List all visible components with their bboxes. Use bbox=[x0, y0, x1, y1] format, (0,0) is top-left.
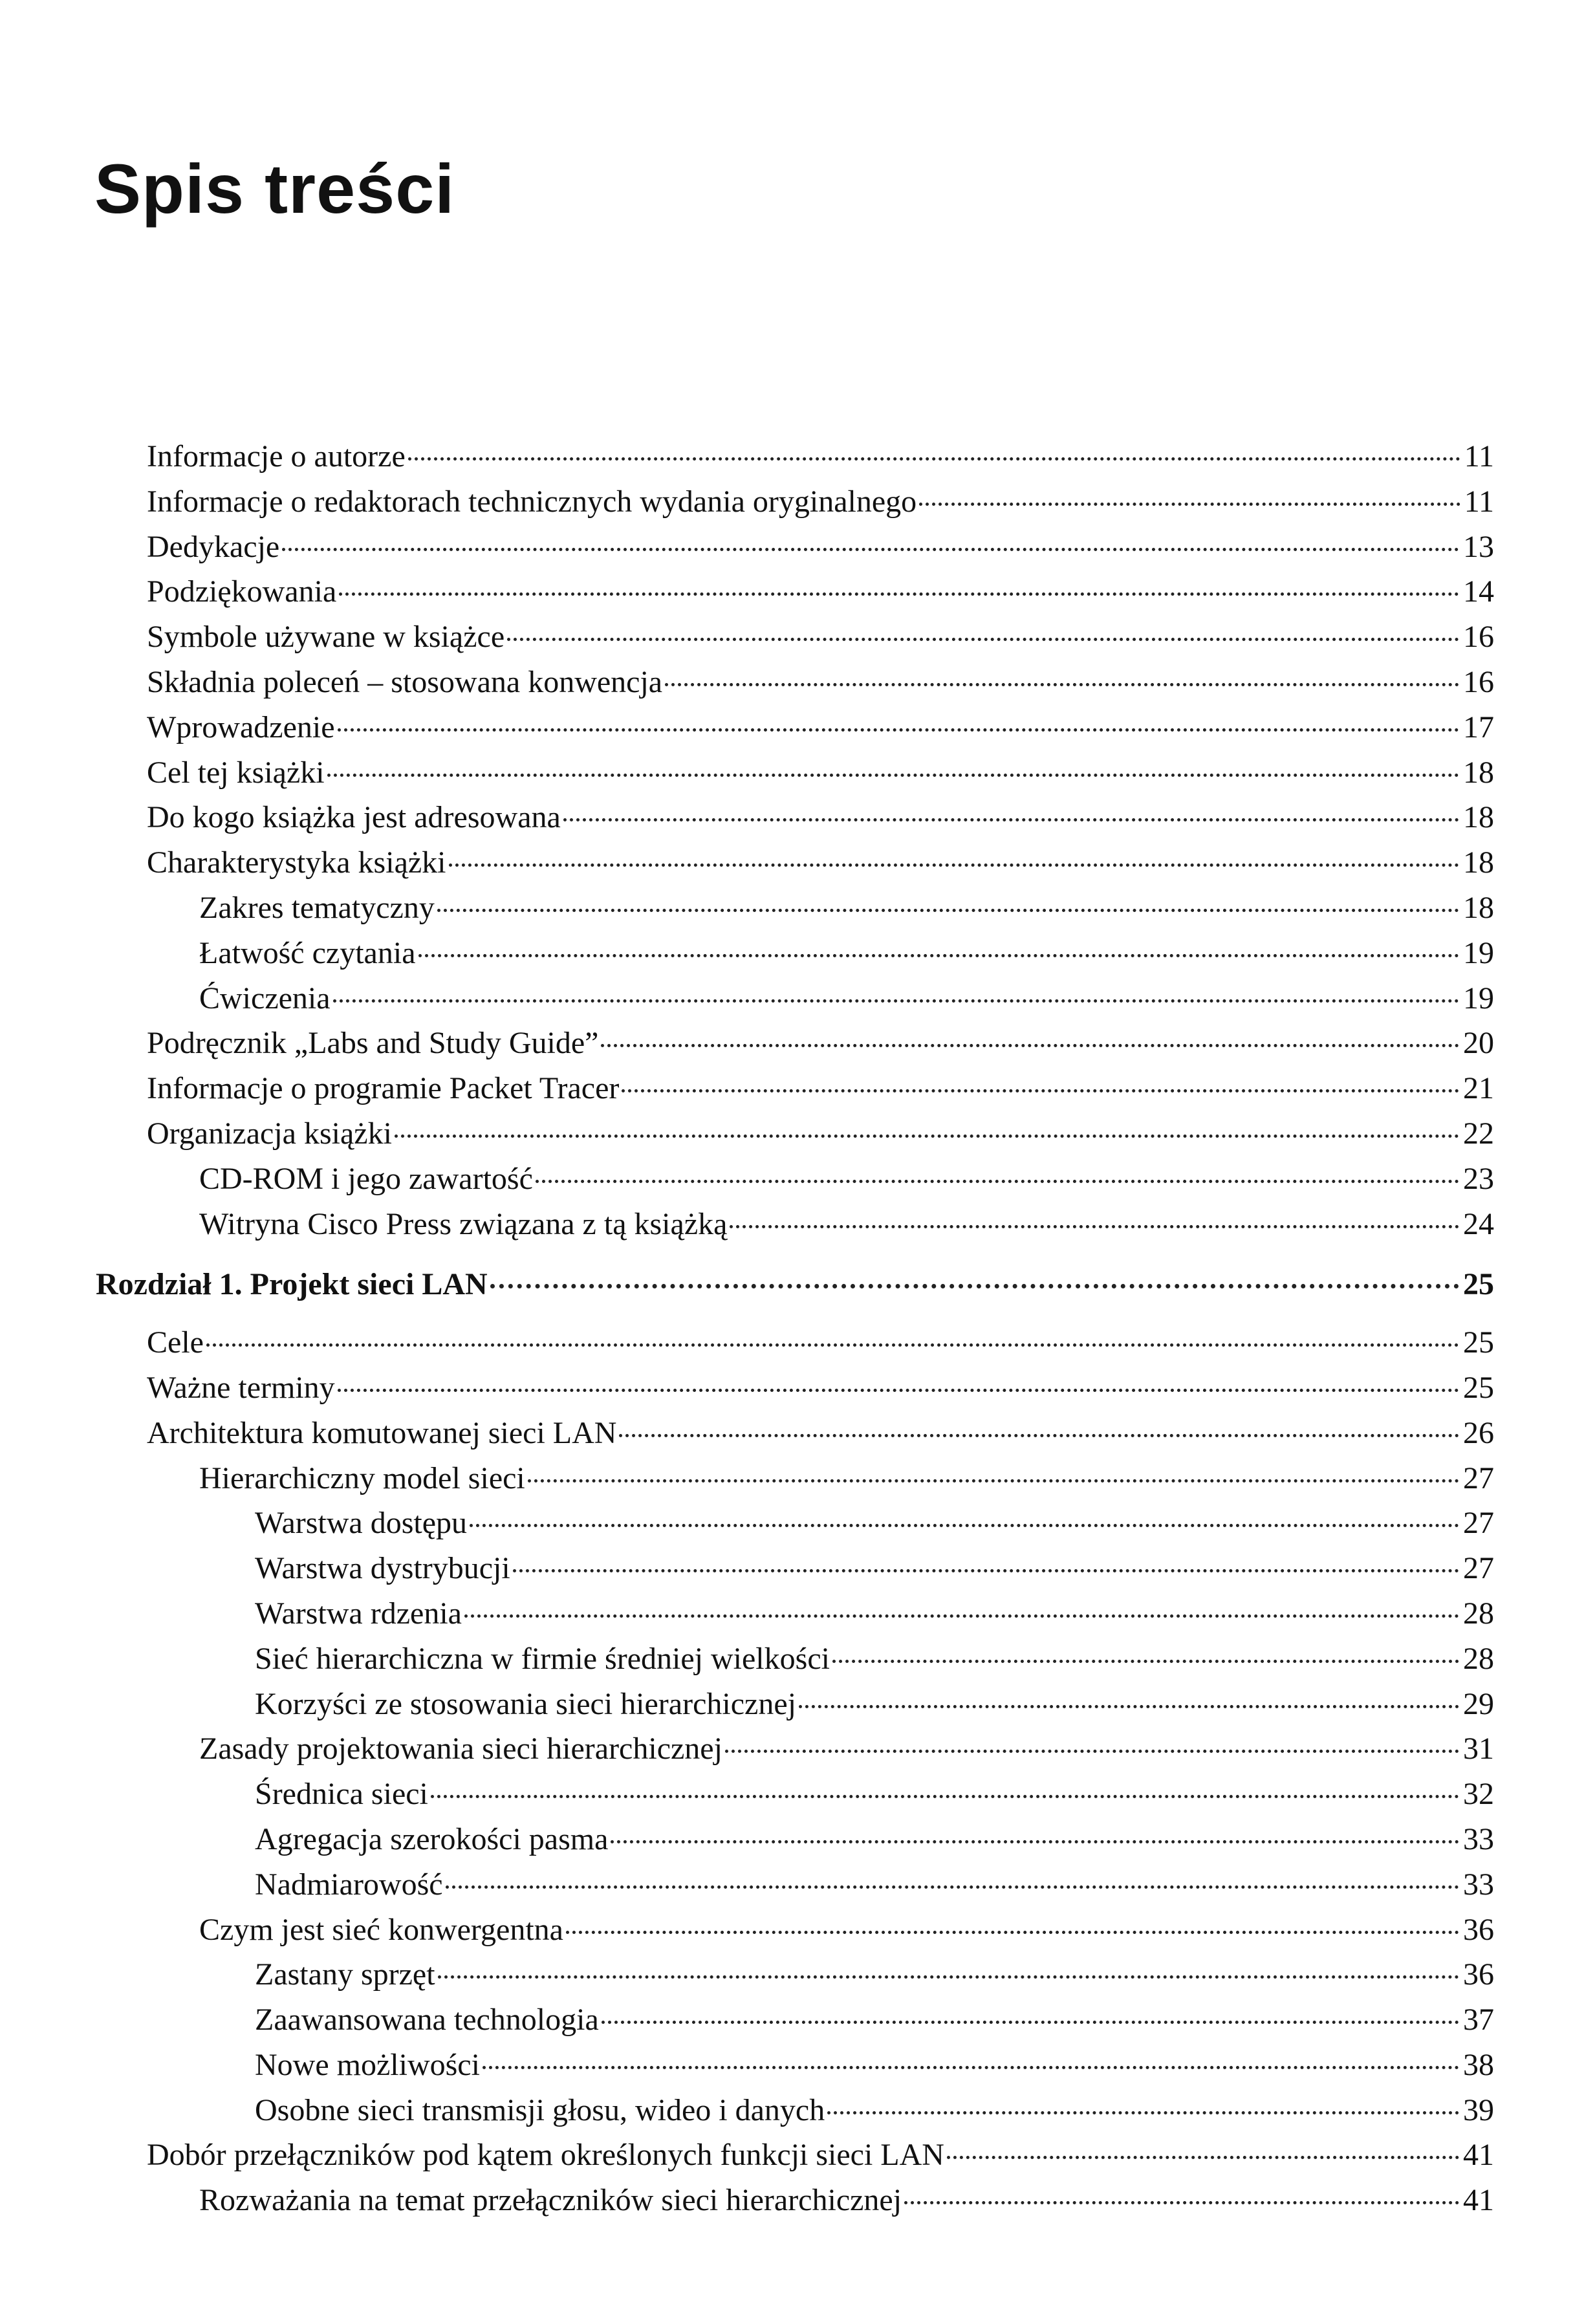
toc-entry-title: Zaawansowana technologia bbox=[255, 2003, 599, 2037]
toc-dot-leader bbox=[566, 1900, 1459, 1934]
toc-entry bbox=[147, 1019, 1494, 1064]
toc-page-number: 22 bbox=[1463, 1116, 1494, 1151]
toc-entry bbox=[255, 1499, 1494, 1544]
toc-dot-leader bbox=[418, 923, 1460, 957]
toc-dot-leader bbox=[282, 517, 1459, 551]
toc-dot-leader bbox=[665, 652, 1459, 686]
toc-entry bbox=[147, 703, 1494, 748]
toc-page-number: 21 bbox=[1463, 1071, 1494, 1106]
toc-dot-leader bbox=[490, 1253, 1459, 1288]
toc-chapter-title: Rozdział 1. Projekt sieci LAN bbox=[96, 1267, 488, 1302]
toc-entry-title: Łatwość czytania bbox=[199, 935, 416, 970]
toc-entry bbox=[147, 477, 1494, 523]
toc-entry-title: Wprowadzenie bbox=[147, 710, 335, 744]
toc-chapter-entry bbox=[96, 1259, 1494, 1304]
toc-dot-leader bbox=[446, 1854, 1459, 1889]
toc-entry-title: Symbole używane w książce bbox=[147, 620, 505, 655]
toc-dot-leader bbox=[507, 607, 1459, 641]
toc-entry bbox=[199, 1454, 1494, 1499]
toc-entry bbox=[199, 929, 1494, 974]
toc-entry-title: Charakterystyka książki bbox=[147, 845, 446, 880]
toc-entry bbox=[255, 1680, 1494, 1725]
toc-page-number: 18 bbox=[1463, 755, 1494, 790]
toc-page-number: 36 bbox=[1463, 1912, 1494, 1947]
toc-entry bbox=[255, 1995, 1494, 2041]
toc-entry-title: Informacje o autorze bbox=[147, 439, 406, 473]
toc-entry-title: Czym jest sieć konwergentna bbox=[199, 1912, 563, 1947]
toc-dot-leader bbox=[438, 1944, 1459, 1979]
toc-entry-title: Organizacja książki bbox=[147, 1116, 392, 1151]
toc-dot-leader bbox=[449, 832, 1459, 867]
toc-entry bbox=[199, 1724, 1494, 1770]
toc-page-number: 37 bbox=[1463, 2003, 1494, 2037]
toc-page-number: 28 bbox=[1463, 1596, 1494, 1631]
toc-entry bbox=[199, 884, 1494, 929]
toc-entry-title: Warstwa rdzenia bbox=[255, 1596, 462, 1631]
toc-dot-leader bbox=[827, 2080, 1459, 2114]
toc-entry-title: Ćwiczenia bbox=[199, 981, 331, 1015]
toc-entry bbox=[147, 838, 1494, 884]
toc-entry bbox=[199, 1155, 1494, 1200]
toc-entry bbox=[147, 567, 1494, 613]
toc-dot-leader bbox=[327, 743, 1459, 777]
toc-dot-leader bbox=[799, 1674, 1459, 1708]
toc-entry-title: Rozważania na temat przełączników sieci hierarchicznej bbox=[199, 2183, 902, 2218]
toc-dot-leader bbox=[206, 1312, 1459, 1347]
toc-page-number: 27 bbox=[1463, 1461, 1494, 1495]
toc-page-number: 25 bbox=[1463, 1325, 1494, 1360]
toc-page-number: 28 bbox=[1463, 1641, 1494, 1676]
toc-entry-title: Witryna Cisco Press związana z tą książką bbox=[199, 1206, 728, 1241]
toc-dot-leader bbox=[437, 878, 1459, 912]
toc-dot-leader bbox=[513, 1538, 1459, 1572]
toc-entry-title: Zastany sprzęt bbox=[255, 1957, 435, 1992]
toc-dot-leader bbox=[919, 472, 1460, 506]
toc-entry-title: Informacje o redaktorach technicznych wydania oryginalnego bbox=[147, 484, 917, 519]
toc-page-number: 19 bbox=[1463, 935, 1494, 970]
toc-page-number: 29 bbox=[1463, 1686, 1494, 1721]
toc-entry bbox=[147, 1409, 1494, 1454]
toc-entry-title: Dobór przełączników pod kątem określonych funkcji sieci LAN bbox=[147, 2138, 944, 2173]
toc-dot-leader bbox=[611, 1809, 1459, 1843]
toc-entry-title: Składnia poleceń – stosowana konwencja bbox=[147, 664, 663, 699]
toc-entry-title: Cele bbox=[147, 1325, 204, 1360]
toc-page-number: 33 bbox=[1463, 1821, 1494, 1856]
toc-page-number: 36 bbox=[1463, 1957, 1494, 1992]
toc-page-number: 20 bbox=[1463, 1026, 1494, 1061]
toc-entry bbox=[255, 1860, 1494, 1906]
toc-page-number: 11 bbox=[1464, 484, 1494, 519]
toc-page-number: 18 bbox=[1463, 845, 1494, 880]
toc-page-number: 13 bbox=[1463, 529, 1494, 564]
toc-dot-leader bbox=[338, 697, 1459, 732]
toc-dot-leader bbox=[602, 1990, 1459, 2024]
toc-entry-title: Średnica sieci bbox=[255, 1777, 428, 1812]
toc-entry bbox=[147, 2131, 1494, 2176]
toc-page-number: 16 bbox=[1463, 620, 1494, 655]
toc-entry-title: Nowe możliwości bbox=[255, 2047, 480, 2082]
toc-entry bbox=[199, 974, 1494, 1019]
toc-page-number: 33 bbox=[1463, 1867, 1494, 1902]
toc-entry bbox=[255, 1589, 1494, 1634]
toc-entry bbox=[147, 1363, 1494, 1409]
toc-entry-title: Hierarchiczny model sieci bbox=[199, 1461, 525, 1495]
toc-entry bbox=[255, 1544, 1494, 1589]
toc-dot-leader bbox=[339, 561, 1459, 596]
toc-page-number: 24 bbox=[1463, 1206, 1494, 1241]
toc-entry-title: Podziękowania bbox=[147, 574, 337, 609]
toc-entry bbox=[147, 658, 1494, 703]
toc-entry bbox=[255, 2041, 1494, 2086]
toc-entry-title: Nadmiarowość bbox=[255, 1867, 443, 1902]
toc-entry bbox=[199, 1906, 1494, 1951]
toc-entry-title: Agregacja szerokości pasma bbox=[255, 1821, 609, 1856]
toc-entry bbox=[147, 613, 1494, 658]
toc-page-number: 41 bbox=[1463, 2138, 1494, 2173]
toc-dot-leader bbox=[601, 1013, 1459, 1047]
toc-entry bbox=[255, 1815, 1494, 1860]
toc-page-number: 38 bbox=[1463, 2047, 1494, 2082]
toc-entry-title: Podręcznik „Labs and Study Guide” bbox=[147, 1026, 599, 1061]
toc-entry bbox=[199, 2176, 1494, 2221]
toc-dot-leader bbox=[947, 2125, 1459, 2159]
toc-entry bbox=[255, 2086, 1494, 2131]
toc-dot-leader bbox=[832, 1629, 1459, 1663]
toc-page-number: 14 bbox=[1463, 574, 1494, 609]
toc-dot-leader bbox=[431, 1764, 1459, 1798]
toc-page-number: 41 bbox=[1463, 2183, 1494, 2218]
toc-page-number: 25 bbox=[1463, 1267, 1494, 1302]
toc-entry-title: Cel tej książki bbox=[147, 755, 325, 790]
toc-entry-title: Informacje o programie Packet Tracer bbox=[147, 1071, 620, 1106]
toc-entry-title: Warstwa dostępu bbox=[255, 1506, 468, 1541]
toc-entry-title: Korzyści ze stosowania sieci hierarchicznej bbox=[255, 1686, 796, 1721]
toc-entry-title: Sieć hierarchiczna w firmie średniej wielkości bbox=[255, 1641, 830, 1676]
toc-entry bbox=[147, 748, 1494, 794]
toc-page-number: 25 bbox=[1463, 1370, 1494, 1405]
toc-entry bbox=[255, 1950, 1494, 1995]
toc-entry bbox=[147, 793, 1494, 838]
toc-entry-title: Do kogo książka jest adresowana bbox=[147, 800, 561, 835]
toc-entry bbox=[147, 1064, 1494, 1109]
toc-dot-leader bbox=[483, 2035, 1459, 2069]
toc-page-number: 27 bbox=[1463, 1551, 1494, 1586]
toc-page-number: 26 bbox=[1463, 1415, 1494, 1450]
toc-entry-title: Osobne sieci transmisji głosu, wideo i danych bbox=[255, 2092, 825, 2127]
toc-entry-title: Ważne terminy bbox=[147, 1370, 335, 1405]
toc-entry bbox=[147, 523, 1494, 568]
toc-page-number: 19 bbox=[1463, 981, 1494, 1015]
toc-dot-leader bbox=[622, 1058, 1459, 1092]
toc-page-number: 27 bbox=[1463, 1506, 1494, 1541]
toc-entry bbox=[255, 1634, 1494, 1680]
toc-entry-title: Zakres tematyczny bbox=[199, 890, 435, 925]
toc-entry-title: Zasady projektowania sieci hierarchicznej bbox=[199, 1732, 722, 1766]
toc-page-number: 11 bbox=[1464, 439, 1494, 473]
toc-dot-leader bbox=[470, 1493, 1459, 1527]
toc-entry-title: CD-ROM i jego zawartość bbox=[199, 1161, 533, 1196]
toc-dot-leader bbox=[904, 2170, 1459, 2204]
toc-page-number: 18 bbox=[1463, 800, 1494, 835]
toc-dot-leader bbox=[563, 787, 1459, 821]
toc-page-number: 31 bbox=[1463, 1732, 1494, 1766]
table-of-contents bbox=[0, 432, 1573, 2221]
toc-page-number: 18 bbox=[1463, 890, 1494, 925]
toc-dot-leader bbox=[730, 1194, 1459, 1228]
toc-dot-leader bbox=[725, 1719, 1459, 1753]
toc-dot-leader bbox=[395, 1103, 1459, 1138]
toc-dot-leader bbox=[619, 1403, 1459, 1437]
toc-entry bbox=[255, 1770, 1494, 1815]
toc-dot-leader bbox=[408, 426, 1460, 461]
toc-entry bbox=[147, 1318, 1494, 1363]
toc-page-number: 39 bbox=[1463, 2092, 1494, 2127]
page-title: Spis treści bbox=[94, 149, 455, 228]
toc-page-number: 32 bbox=[1463, 1777, 1494, 1812]
toc-dot-leader bbox=[338, 1358, 1459, 1392]
toc-page-number: 23 bbox=[1463, 1161, 1494, 1196]
toc-dot-leader bbox=[528, 1448, 1459, 1482]
toc-page-number: 17 bbox=[1463, 710, 1494, 744]
toc-entry-title: Architektura komutowanej sieci LAN bbox=[147, 1415, 617, 1450]
toc-entry bbox=[147, 1109, 1494, 1155]
toc-entry bbox=[147, 432, 1494, 477]
toc-dot-leader bbox=[333, 968, 1459, 1003]
toc-entry-title: Warstwa dystrybucji bbox=[255, 1551, 510, 1586]
toc-entry bbox=[199, 1200, 1494, 1245]
toc-entry-title: Dedykacje bbox=[147, 529, 280, 564]
toc-page-number: 16 bbox=[1463, 664, 1494, 699]
toc-dot-leader bbox=[536, 1149, 1459, 1183]
toc-dot-leader bbox=[464, 1583, 1459, 1618]
